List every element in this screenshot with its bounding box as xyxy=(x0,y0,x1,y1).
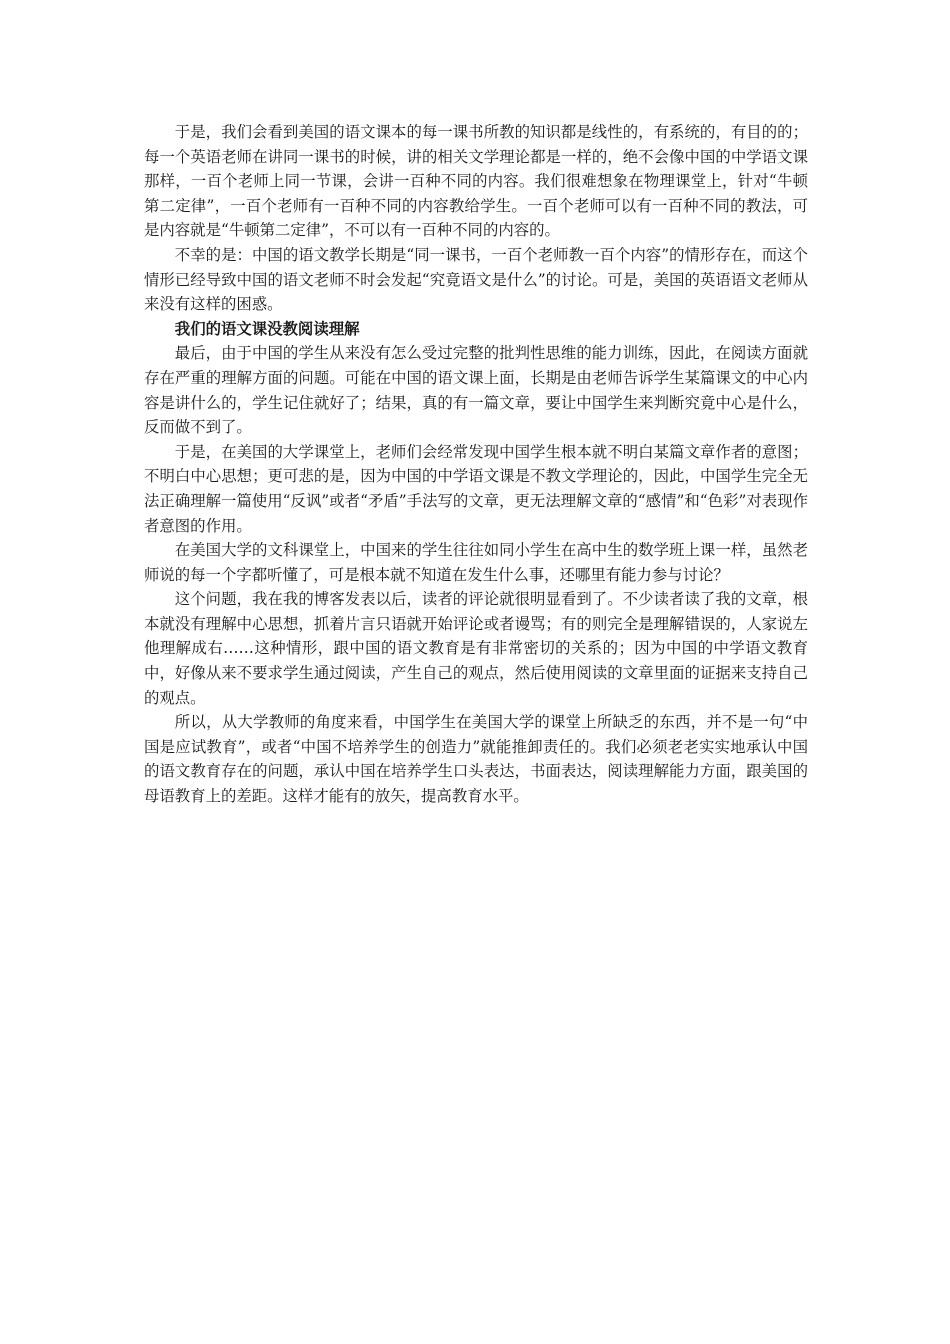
document-body xyxy=(144,120,808,809)
paragraph-1: 于是，我们会看到美国的语文课本的每一课书所教的知识都是线性的，有系统的，有目的的；每一个英语老师在讲同一课书的时候，讲的相关文学理论都是一样的，绝不会像中国的中学语文课那样，一百个老师上同一节课，会讲一百种不同的内容。我们很难想象在物理课堂上，针对“牛顿第二定律”，一百个老师有一百种不同的内容教给学生。一百个老师可以有一百种不同的教法，可是内容就是“牛顿第二定律”，不可以有一百种不同的内容的。 xyxy=(144,123,808,240)
paragraph-6: 这个问题，我在我的博客发表以后，读者的评论就很明显看到了。不少读者读了我的文章，根本就没有理解中心思想，抓着片言只语就开始评论或者谩骂；有的则完全是理解错误的，人家说左他理解成右……这种情形，跟中国的语文教育是有非常密切的关系的；因为中国的中学语文教育中，好像从来不要求学生通过阅读，产生自己的观点，然后使用阅读的文章里面的证据来支持自己的观点。 xyxy=(144,590,808,707)
paragraph-5: 在美国大学的文科课堂上，中国来的学生往往如同小学生在高中生的数学班上课一样，虽然老师说的每一个字都听懂了，可是根本就不知道在发生什么事，还哪里有能力参与讨论？ xyxy=(144,541,808,584)
paragraph-7: 所以，从大学教师的角度来看，中国学生在美国大学的课堂上所缺乏的东西，并不是一句“中国是应试教育”，或者“中国不培养学生的创造力”就能推卸责任的。我们必须老老实实地承认中国的语文教育存在的问题，承认中国在培养学生口头表达，书面表达，阅读理解能力方面，跟美国的母语教育上的差距。这样才能有的放矢，提高教育水平。 xyxy=(144,713,808,806)
paragraph-2: 不幸的是：中国的语文教学长期是“同一课书，一百个老师教一百个内容”的情形存在，而这个情形已经导致中国的语文老师不时会发起“究竟语文是什么”的讨论。可是，美国的英语语文老师从来没有这样的困惑。 xyxy=(144,245,808,314)
paragraph-3: 最后，由于中国的学生从来没有怎么受过完整的批判性思维的能力训练，因此，在阅读方面就存在严重的理解方面的问题。可能在中国的语文课上面，长期是由老师告诉学生某篇课文的中心内容是讲什么的，学生记住就好了；结果，真的有一篇文章，要让中国学生来判断究竟中心是什么，反而做不到了。 xyxy=(144,344,808,437)
paragraph-4: 于是，在美国的大学课堂上，老师们会经常发现中国学生根本就不明白某篇文章作者的意图；不明白中心思想；更可悲的是，因为中国的中学语文课是不教文学理论的，因此，中国学生完全无法正确理解一篇使用“反讽”或者“矛盾”手法写的文章，更无法理解文章的“感情”和“色彩”对表现作者意图的作用。 xyxy=(144,442,808,535)
section-heading: 我们的语文课没教阅读理解 xyxy=(174,319,360,338)
